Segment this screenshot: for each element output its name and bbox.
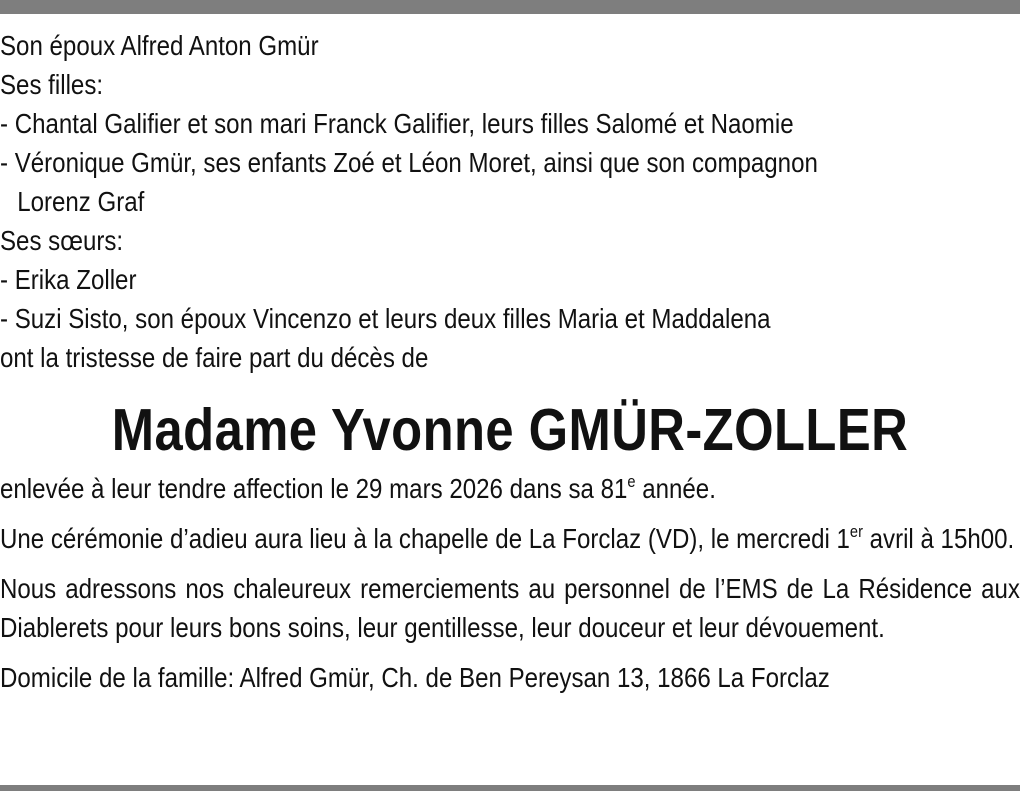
daughter-line-1: - Chantal Galifier et son mari Franck Galifier, leurs filles Salomé et Naomie (0, 108, 794, 139)
spouse-line: Son époux Alfred Anton Gmür (0, 30, 319, 61)
family-list (0, 26, 1020, 377)
daughter-line-2-continued: Lorenz Graf (17, 186, 145, 217)
death-text: enlevée à leur tendre affection le 29 mars 2026 dans sa 81 (0, 473, 628, 504)
sister-line-2: - Suzi Sisto, son époux Vincenzo et leurs deux filles Maria et Maddalena (0, 303, 771, 334)
deceased-name: Madame Yvonne GMÜR-ZOLLER (111, 397, 909, 463)
obituary-notice (0, 26, 1020, 697)
ceremony-text: Une cérémonie d’adieu aura lieu à la chapelle de La Forclaz (VD), le mercredi 1 (0, 523, 850, 554)
domicile-paragraph: Domicile de la famille: Alfred Gmür, Ch. de Ben Pereysan 13, 1866 La Forclaz (0, 662, 830, 693)
announcement-line: ont la tristesse de faire part du décès de (0, 342, 429, 373)
ceremony-text-end: avril à 15h00. (862, 523, 1015, 554)
death-text-end: année. (635, 473, 716, 504)
top-border-rule (0, 0, 1020, 14)
daughter-line-2: - Véronique Gmür, ses enfants Zoé et Léon Moret, ainsi que son compagnon (0, 147, 818, 178)
death-date-paragraph (0, 469, 1020, 508)
bottom-border-rule (0, 785, 1020, 791)
daughters-heading: Ses filles: (0, 69, 104, 100)
ceremony-paragraph (0, 519, 1020, 558)
sister-line-1: - Erika Zoller (0, 264, 137, 295)
death-ordinal-suffix: e (627, 472, 636, 491)
sisters-heading: Ses sœurs: (0, 225, 124, 256)
thanks-paragraph: Nous adressons nos chaleureux remerciements au personnel de l’EMS de La Résidence aux Diablerets pour leurs bons soins, leur gentillesse, leur douceur et leur dévouement. (0, 573, 1020, 643)
ceremony-ordinal-suffix: er (849, 522, 863, 541)
